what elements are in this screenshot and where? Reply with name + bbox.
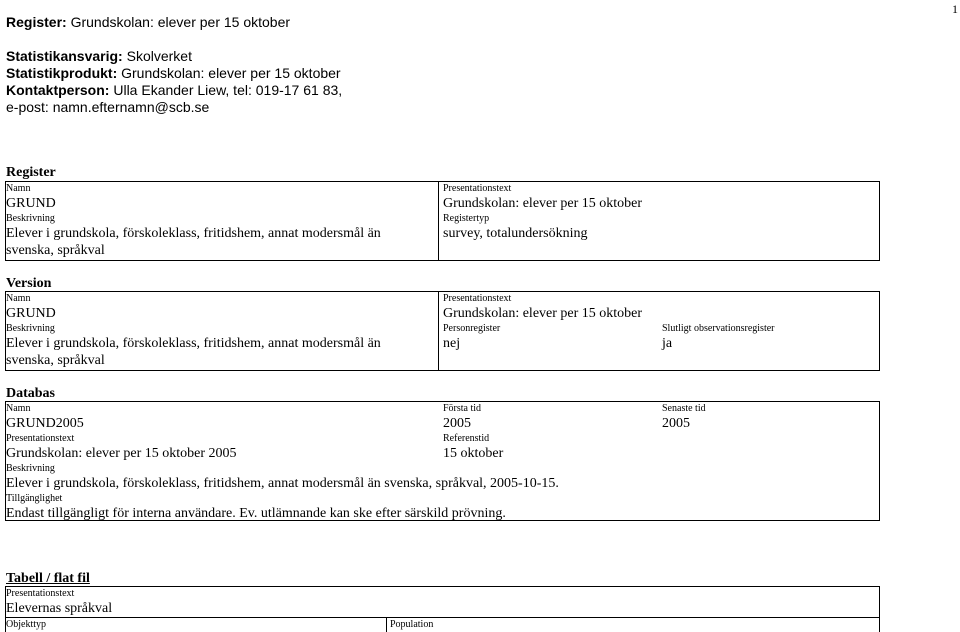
statistikansvarig-value: Skolverket [126,48,192,64]
version-presentationstext-label: Presentationstext [443,293,512,304]
population-label: Population [390,619,434,630]
version-heading: Version [6,276,52,291]
register-beskrivning-line1: Elever i grundskola, förskoleklass, fritidshem, annat modersmål än [6,226,381,241]
senaste-tid-value: 2005 [662,416,690,431]
senaste-tid-label: Senaste tid [662,403,706,414]
statistikprodukt-label: Statistikprodukt: [6,65,118,81]
register-namn-value: GRUND [6,196,56,211]
registertyp-label: Registertyp [443,213,490,224]
register-presentationstext-label: Presentationstext [443,183,512,194]
statistikansvarig [6,48,192,65]
register-title-label: Register: [6,14,67,30]
version-presentationstext-value: Grundskolan: elever per 15 oktober [443,306,643,321]
databas-namn-label: Namn [6,403,31,414]
statistikprodukt-value: Grundskolan: elever per 15 oktober [121,65,341,81]
objekttyp-label: Objekttyp [6,619,46,630]
statistikprodukt [6,65,341,82]
forsta-tid-value: 2005 [443,416,471,431]
tabell-row-divider [5,617,880,618]
databas-presentationstext-value: Grundskolan: elever per 15 oktober 2005 [6,446,237,461]
version-beskrivning-line1: Elever i grundskola, förskoleklass, fritidshem, annat modersmål än [6,336,381,351]
referenstid-value: 15 oktober [443,446,504,461]
version-namn-value: GRUND [6,306,56,321]
email-line: e-post: namn.efternamn@scb.se [6,99,210,115]
databas-beskrivning-label: Beskrivning [6,463,55,474]
registertyp-value: survey, totalundersökning [443,226,588,241]
register-beskrivning-label: Beskrivning [6,213,55,224]
databas-heading: Databas [6,386,56,401]
tillganglighet-label: Tillgänglighet [6,493,63,504]
referenstid-label: Referenstid [443,433,490,444]
forsta-tid-label: Första tid [443,403,482,414]
register-presentationstext-value: Grundskolan: elever per 15 oktober [443,196,643,211]
tabell-col-divider [386,617,387,632]
version-beskrivning-line2: svenska, språkval [6,353,105,368]
version-divider [438,291,439,371]
register-title [6,14,290,31]
databas-beskrivning-value: Elever i grundskola, förskoleklass, fritidshem, annat modersmål än svenska, språkval, 2005-10-15. [6,476,559,491]
register-namn-label: Namn [6,183,31,194]
databas-presentationstext-label: Presentationstext [6,433,75,444]
tabell-box [5,586,880,632]
register-title-value: Grundskolan: elever per 15 oktober [70,14,291,30]
slutligt-observationsregister-label: Slutligt observationsregister [662,323,775,334]
tillganglighet-value: Endast tillgängligt för interna användare. Ev. utlämnande kan ske efter särskild prövning. [6,506,506,521]
slutligt-observationsregister-value: ja [662,336,673,351]
kontaktperson [6,82,342,99]
register-beskrivning-line2: svenska, språkval [6,243,105,258]
statistikansvarig-label: Statistikansvarig: [6,48,123,64]
page-number: 1 [952,2,958,16]
tabell-presentationstext-value: Elevernas språkval [6,601,113,616]
version-namn-label: Namn [6,293,31,304]
register-heading: Register [6,165,56,180]
personregister-value: nej [443,336,461,351]
databas-namn-value: GRUND2005 [6,416,84,431]
kontaktperson-value: Ulla Ekander Liew, tel: 019-17 61 83, [113,82,343,98]
tabell-presentationstext-label: Presentationstext [6,588,75,599]
version-beskrivning-label: Beskrivning [6,323,55,334]
personregister-label: Personregister [443,323,501,334]
register-divider [438,181,439,261]
tabell-heading: Tabell / flat fil [6,571,90,586]
kontaktperson-label: Kontaktperson: [6,82,110,98]
